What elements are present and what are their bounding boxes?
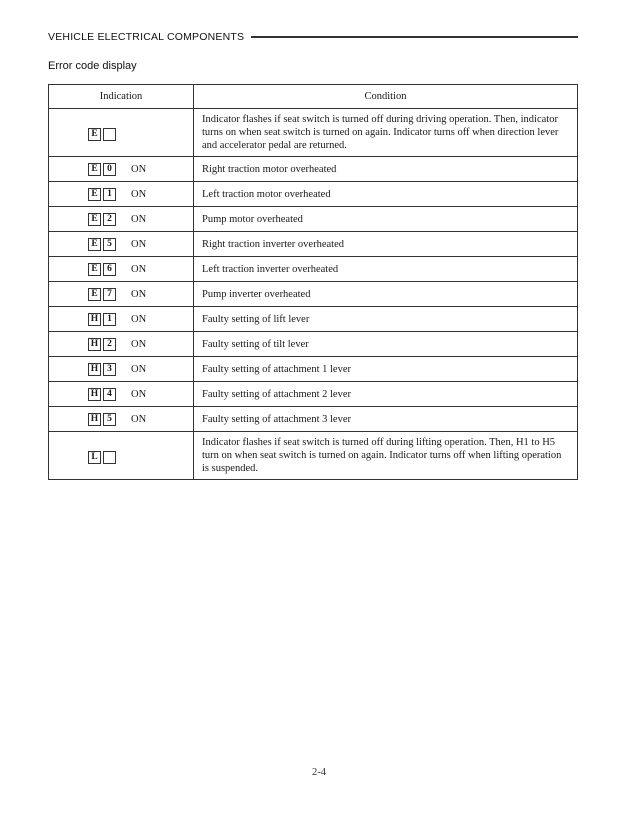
column-header-condition: Condition bbox=[194, 85, 578, 109]
indication-cell bbox=[49, 307, 194, 332]
indication-cell bbox=[49, 207, 194, 232]
code-box-digit: 4 bbox=[103, 388, 116, 401]
condition-cell: Pump inverter overheated bbox=[194, 282, 578, 307]
code-box-letter: E bbox=[88, 288, 101, 301]
table-row bbox=[49, 357, 578, 382]
code-box-digit: 1 bbox=[103, 313, 116, 326]
indication-cell bbox=[49, 232, 194, 257]
status-text: ON bbox=[131, 388, 147, 400]
indication-cell bbox=[49, 432, 194, 480]
table-row bbox=[49, 407, 578, 432]
status-text: ON bbox=[131, 163, 147, 175]
indication-cell bbox=[49, 182, 194, 207]
section-title: Error code display bbox=[48, 60, 137, 72]
status-text: ON bbox=[131, 238, 147, 250]
page-header bbox=[48, 29, 578, 45]
status-text: ON bbox=[131, 363, 147, 375]
header-title: VEHICLE ELECTRICAL COMPONENTS bbox=[48, 31, 245, 43]
code-box-letter: E bbox=[88, 163, 101, 176]
code-box-digit: 7 bbox=[103, 288, 116, 301]
code-box-letter: E bbox=[88, 238, 101, 251]
table-row bbox=[49, 282, 578, 307]
error-code-table bbox=[48, 84, 578, 480]
table-row bbox=[49, 332, 578, 357]
code-box-digit bbox=[103, 128, 116, 141]
indication-cell bbox=[49, 157, 194, 182]
table-row bbox=[49, 109, 578, 157]
table-header-row bbox=[49, 85, 578, 109]
table-row bbox=[49, 207, 578, 232]
table-row bbox=[49, 232, 578, 257]
code-box-letter: H bbox=[88, 388, 101, 401]
code-box-digit bbox=[103, 451, 116, 464]
condition-cell: Faulty setting of lift lever bbox=[194, 307, 578, 332]
indication-cell bbox=[49, 109, 194, 157]
condition-cell: Pump motor overheated bbox=[194, 207, 578, 232]
condition-cell: Left traction inverter overheated bbox=[194, 257, 578, 282]
column-header-indication: Indication bbox=[49, 85, 194, 109]
code-box-digit: 2 bbox=[103, 213, 116, 226]
code-box-digit: 3 bbox=[103, 363, 116, 376]
code-box-letter: E bbox=[88, 128, 101, 141]
status-text: ON bbox=[131, 313, 147, 325]
condition-cell: Right traction inverter overheated bbox=[194, 232, 578, 257]
status-text: ON bbox=[131, 413, 147, 425]
status-text: ON bbox=[131, 188, 147, 200]
condition-cell: Left traction motor overheated bbox=[194, 182, 578, 207]
indication-cell bbox=[49, 257, 194, 282]
indication-cell bbox=[49, 332, 194, 357]
indication-cell bbox=[49, 282, 194, 307]
indication-cell bbox=[49, 382, 194, 407]
indication-cell bbox=[49, 357, 194, 382]
code-box-digit: 6 bbox=[103, 263, 116, 276]
header-rule bbox=[251, 36, 578, 38]
condition-cell: Faulty setting of attachment 1 lever bbox=[194, 357, 578, 382]
condition-cell: Right traction motor overheated bbox=[194, 157, 578, 182]
code-box-letter: H bbox=[88, 313, 101, 326]
code-box-digit: 2 bbox=[103, 338, 116, 351]
code-box-letter: H bbox=[88, 363, 101, 376]
table-row bbox=[49, 182, 578, 207]
condition-cell: Faulty setting of attachment 2 lever bbox=[194, 382, 578, 407]
table-row bbox=[49, 432, 578, 480]
table-row bbox=[49, 382, 578, 407]
code-box-letter: H bbox=[88, 338, 101, 351]
table-row bbox=[49, 307, 578, 332]
code-box-letter: L bbox=[88, 451, 101, 464]
condition-cell: Faulty setting of tilt lever bbox=[194, 332, 578, 357]
condition-cell: Faulty setting of attachment 3 lever bbox=[194, 407, 578, 432]
code-box-letter: E bbox=[88, 213, 101, 226]
status-text: ON bbox=[131, 263, 147, 275]
code-box-digit: 0 bbox=[103, 163, 116, 176]
indication-cell bbox=[49, 407, 194, 432]
table-row bbox=[49, 157, 578, 182]
code-box-letter: E bbox=[88, 263, 101, 276]
code-box-digit: 5 bbox=[103, 413, 116, 426]
code-box-digit: 1 bbox=[103, 188, 116, 201]
status-text: ON bbox=[131, 213, 147, 225]
page-number: 2-4 bbox=[312, 767, 326, 778]
code-box-letter: H bbox=[88, 413, 101, 426]
status-text: ON bbox=[131, 338, 147, 350]
status-text: ON bbox=[131, 288, 147, 300]
condition-cell: Indicator flashes if seat switch is turned off during lifting operation. Then, H1 to H5 turn on when seat switch is turned on again. Indicator turns off when lifting operation is suspended. bbox=[194, 432, 578, 480]
code-box-digit: 5 bbox=[103, 238, 116, 251]
code-box-letter: E bbox=[88, 188, 101, 201]
table-row bbox=[49, 257, 578, 282]
condition-cell: Indicator flashes if seat switch is turned off during driving operation. Then, indicator turns on when seat switch is turned on again. Indicator turns off when direction lever and accelerator pedal are returned. bbox=[194, 109, 578, 157]
